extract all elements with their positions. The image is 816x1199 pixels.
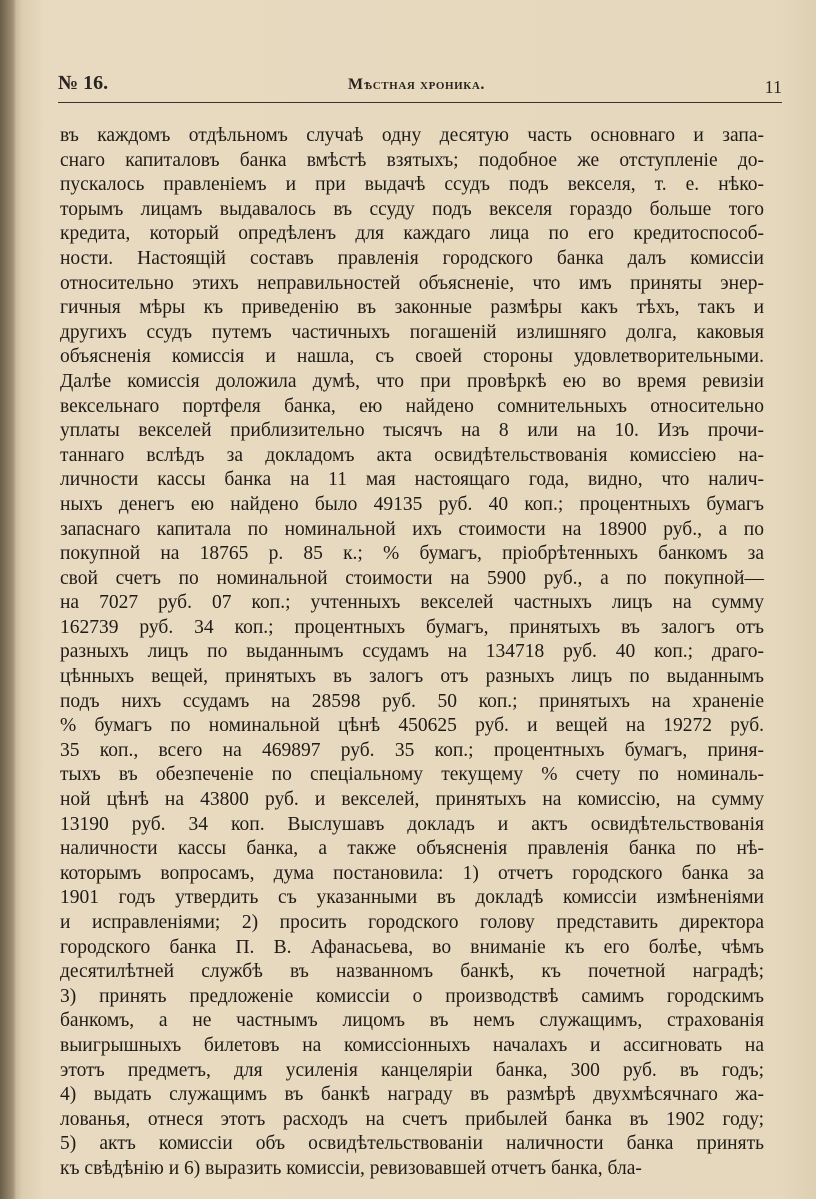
text-line: Далѣе комиссія доложила думѣ, что при провѣркѣ ею во время ревизіи <box>60 370 764 392</box>
issue-number: № 16. <box>58 72 109 94</box>
text-line: которымъ вопросамъ, дума постановила: 1) отчетъ городского банка за <box>60 862 764 884</box>
text-line: на 7027 руб. 07 коп.; учтенныхъ векселей частныхъ лицъ на сумму <box>60 592 764 614</box>
page-number: 11 <box>764 77 782 97</box>
text-line: въ каждомъ отдѣльномъ случаѣ одну десятую часть основнаго и запа- <box>60 125 764 146</box>
text-line: гичныя мѣры къ приведенію въ законные размѣры какъ тѣхъ, такъ и <box>60 297 764 319</box>
text-line: этотъ предметъ, для усиленія канцеляріи банка, 300 руб. въ годъ; <box>60 1059 764 1081</box>
text-line: лованья, отнеся этотъ расходъ на счетъ прибылей банка въ 1902 году; <box>60 1108 764 1130</box>
header-rule <box>58 102 782 103</box>
text-line: 13190 руб. 34 коп. Выслушавъ докладъ и актъ освидѣтельствованія <box>60 813 764 835</box>
text-line: кредита, который опредѣленъ для каждаго лица по его кредитоспособ- <box>60 223 764 245</box>
text-line: ности. Настоящій составъ правленія городского банка далъ комиссіи <box>60 247 764 269</box>
text-line: пускалось правленіемъ и при выдачѣ ссудъ подъ векселя, т. е. нѣко- <box>60 174 764 196</box>
text-line: цѣнныхъ вещей, принятыхъ въ залогъ отъ разныхъ лицъ по выданнымъ <box>60 666 764 688</box>
text-line: 4) выдать служащимъ въ банкѣ награду въ размѣрѣ двухмѣсячнаго жа- <box>60 1084 764 1106</box>
text-line: торымъ лицамъ выдавалось въ ссуду подъ векселя гораздо больше того <box>60 198 764 220</box>
running-header <box>58 72 790 102</box>
text-line: личности кассы банка на 11 мая настоящаго года, видно, что налич- <box>60 469 764 491</box>
text-line: 3) принять предложеніе комиссіи о производствѣ самимъ городскимъ <box>60 985 764 1007</box>
text-line: 35 коп., всего на 469897 руб. 35 коп.; процентныхъ бумагъ, приня- <box>60 739 764 761</box>
section-title: Мѣстная хроника. <box>348 76 486 93</box>
text-line: городского банка П. В. Афанасьева, во вниманіе къ его болѣе, чѣмъ <box>60 936 764 958</box>
article-body <box>60 124 764 1182</box>
book-spine-shadow <box>0 0 16 1199</box>
text-line: ной цѣнѣ на 43800 руб. и векселей, принятыхъ на комиссію, на сумму <box>60 789 764 811</box>
text-line: свой счетъ по номинальной стоимости на 5900 руб., а по покупной— <box>60 567 764 589</box>
text-line: другихъ ссудъ путемъ частичныхъ погашеній излишняго долга, каковыя <box>60 321 764 343</box>
text-line: подъ нихъ ссудамъ на 28598 руб. 50 коп.; принятыхъ на храненіе <box>60 690 764 712</box>
text-line: таннаго вслѣдъ за докладомъ акта освидѣтельствованія комиссіею на- <box>60 444 764 466</box>
text-line: наличности кассы банка, а также объясненія правленія банка по нѣ- <box>60 838 764 860</box>
text-line: 162739 руб. 34 коп.; процентныхъ бумагъ, принятыхъ въ залогъ отъ <box>60 616 764 638</box>
text-line: % бумагъ по номинальной цѣнѣ 450625 руб. и вещей на 19272 руб. <box>60 715 764 737</box>
text-line: 1901 годъ утвердить съ указанными въ докладѣ комиссіи измѣненіями <box>60 887 764 909</box>
text-line: разныхъ лицъ по выданнымъ ссудамъ на 134718 руб. 40 коп.; драго- <box>60 641 764 663</box>
text-line: десятилѣтней службѣ въ названномъ банкѣ, къ почетной наградѣ; <box>60 961 764 983</box>
text-line: выигрышныхъ билетовъ на комиссіонныхъ началахъ и ассигновать на <box>60 1034 764 1056</box>
text-line: 5) актъ комиссіи объ освидѣтельствованіи наличности банка принять <box>60 1133 764 1155</box>
text-line: банкомъ, а не частнымъ лицомъ въ немъ служащимъ, страхованія <box>60 1010 764 1032</box>
text-line: уплаты векселей приблизительно тысячъ на 8 или на 10. Изъ прочи- <box>60 420 764 442</box>
text-line: запаснаго капитала по номинальной ихъ стоимости на 18900 руб., а по <box>60 518 764 540</box>
text-line: объясненія комиссія и нашла, съ своей стороны удовлетворительными. <box>60 346 764 368</box>
text-line: и исправленіями; 2) просить городского голову представить директора <box>60 912 764 933</box>
text-line: къ свѣдѣнію и 6) выразить комиссіи, ревизовавшей отчетъ банка, бла- <box>60 1157 642 1179</box>
text-line: покупной на 18765 р. 85 к.; % бумагъ, пріобрѣтенныхъ банкомъ за <box>60 543 764 565</box>
text-line: вексельнаго портфеля банка, ею найдено сомнительныхъ относительно <box>60 395 764 417</box>
text-line: тыхъ въ обезпеченіе по спеціальному текущему % счету по номиналь- <box>60 764 764 786</box>
text-line: ныхъ денегъ ею найдено было 49135 руб. 40 коп.; процентныхъ бумагъ <box>60 493 764 515</box>
text-line: относительно этихъ неправильностей объясненіе, что имъ приняты энер- <box>60 272 764 294</box>
text-line: снаго капиталовъ банка вмѣстѣ взятыхъ; подобное же отступленіе до- <box>60 149 764 171</box>
